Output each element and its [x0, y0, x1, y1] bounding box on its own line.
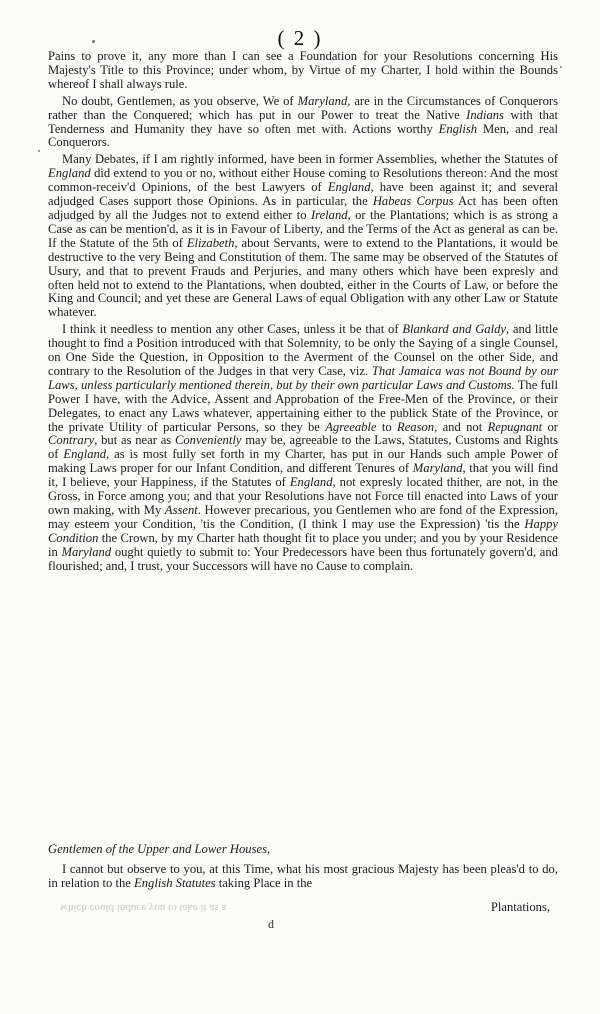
italic-text: Repugnant	[487, 419, 543, 434]
paragraph	[48, 153, 558, 320]
catchword: Plantations,	[490, 900, 550, 914]
text-run: I think it needless to mention any other Cases, unless it be that of	[62, 322, 403, 337]
paragraph	[48, 95, 558, 151]
italic-text: England	[289, 475, 333, 490]
signature-mark: d	[268, 917, 274, 931]
italic-text: England	[63, 447, 107, 462]
address-greeting: Gentlemen of the Upper and Lower Houses,	[48, 842, 271, 856]
text-run: may be, agreeable to the Laws, Statutes, Customs and Rights of	[48, 433, 558, 462]
dust-speck	[38, 150, 40, 152]
text-run: to	[376, 419, 398, 434]
italic-text: English Statutes	[134, 876, 216, 890]
text-run: The full Power I have, with the Advice, Assent and Approbation of the Free-Men of the Province, or their Delegates, to enact any Laws whatever, appertaining either to the publick State of the Province, or the private Utility of particular Persons, so they be	[48, 377, 558, 434]
text-run: , that you will find it, I believe, your Happiness, if the Statutes of	[48, 461, 558, 490]
italic-text: English	[438, 121, 478, 136]
text-run: Men, and real Conquerors.	[48, 121, 558, 150]
text-run: , not expresly located thither, are not, in the Gross, in Force among you; and that your Resolutions have not Force till enacted into Laws of your own making, with My	[48, 475, 558, 517]
bleed-through-text: which could induce you to take it as a	[60, 902, 227, 914]
text-run: I cannot but observe to you, at this Time, what his most gracious Majesty has been pleas'd to do, in relation to the	[48, 862, 558, 890]
italic-text: Conveniently	[174, 433, 242, 448]
italic-text: Maryland	[297, 93, 348, 108]
italic-text: Happy Condition	[48, 516, 558, 545]
text-run: . However precarious, you Gentlemen who are fond of the Expression, may esteem your Condition, 'tis the Condition, (I think I may use the Expression) 'tis the	[48, 503, 558, 531]
italic-text: Contrary	[48, 433, 95, 448]
italic-text: Assent	[164, 503, 198, 517]
italic-text: England	[327, 180, 371, 195]
address-paragraph	[48, 862, 558, 890]
italic-text: Ireland	[310, 207, 348, 222]
text-run: with that Tenderness and Humanity they have so often met with. Actions worthy	[48, 107, 559, 136]
body-text	[48, 50, 558, 577]
text-run: , about Servants, were to extend to the Plantations, it would be destructive to the very Being and Constitution of them. The same may be observed of the Statutes of Usury, and that to prevent Frauds and Perjuries, and many others which have been expresly and often held not to extend to the Plantations, when doubted, either in the Courts of Law, or before the King and Council; and yet these are General Laws of equal Obligation with any other Law or Statute whatever.	[48, 235, 558, 320]
text-run: Many Debates, if I am rightly informed, have been in former Assemblies, whether the Statutes of	[62, 152, 558, 167]
text-run: No doubt, Gentlemen, as you observe, We of	[62, 93, 298, 108]
italic-text: Agreeable	[325, 419, 377, 434]
text-run: , and little thought to find a Position introduced with that Solemnity, to be only the Saying of a single Counsel, on One Side the Question, in Opposition to the Averment of the Counsel on the other Side, and contrary to the Resolution of the Judges in that very Case, viz.	[48, 322, 558, 378]
italic-text: Reason	[397, 419, 435, 434]
italic-text: England	[48, 166, 91, 181]
paragraph	[48, 323, 558, 573]
text-run: Pains to prove it, any more than I can see a Foundation for your Resolutions concerning His Majesty's Title to this Province; under whom, by Virtue of my Charter, I hold within the Bounds whereof I shall always rule.	[48, 49, 558, 91]
paragraph	[48, 50, 558, 92]
dust-speck	[560, 66, 562, 68]
text-run: the Crown, by my Charter hath thought fit to place you under; and you by your Residence in	[48, 530, 558, 559]
italic-text: Blankard and Galdy	[402, 322, 506, 337]
text-run: or	[542, 419, 558, 434]
text-run: , are in the Circumstances of Conquerors rather than the Conquered; which has put in our Power to treat the Native	[48, 93, 558, 122]
italic-text: Habeas Corpus	[372, 194, 454, 209]
text-run: taking Place in the	[215, 876, 313, 890]
page-number: ( 2 )	[277, 26, 323, 50]
text-run: did extend to you or no, without either House coming to Resolutions thereon: And the most common-receiv'd Opinions, of the best Lawyers of	[48, 166, 558, 195]
italic-text: Maryland	[412, 461, 463, 476]
text-run: , as is most fully set forth in my Charter, has put in our Hands such ample Power of making Laws proper for our Infant Condition, and different Tenures of	[48, 447, 558, 476]
text-run: Act has been often adjudged by all the Judges not to extend either to	[48, 194, 558, 222]
address-section	[48, 842, 558, 890]
text-run: , or the Plantations; which is as strong a Case as can be mention'd, as it is in Favour of Liberty, and the Terms of the Act as general as can be. If the Statute of the 5th of	[48, 207, 558, 250]
italic-text: That Jamaica was not Bound by our Laws, unless particularly mentioned therein, but by their own particular Laws and Customs.	[48, 363, 558, 392]
text-run: , and not	[434, 419, 488, 434]
italic-text: Elizabeth	[186, 235, 235, 250]
text-run: , have been against it; and several adjudged Cases support those Opinions. As in particular, the	[48, 180, 558, 209]
italic-text: Indians	[466, 107, 504, 122]
text-run: , but as near as	[94, 433, 175, 448]
text-run: ought quietly to submit to: Your Predecessors have been thus fortunately govern'd, and flourished; and, I trust, your Successors will have no Cause to complain.	[48, 544, 558, 573]
italic-text: Maryland	[61, 544, 112, 559]
